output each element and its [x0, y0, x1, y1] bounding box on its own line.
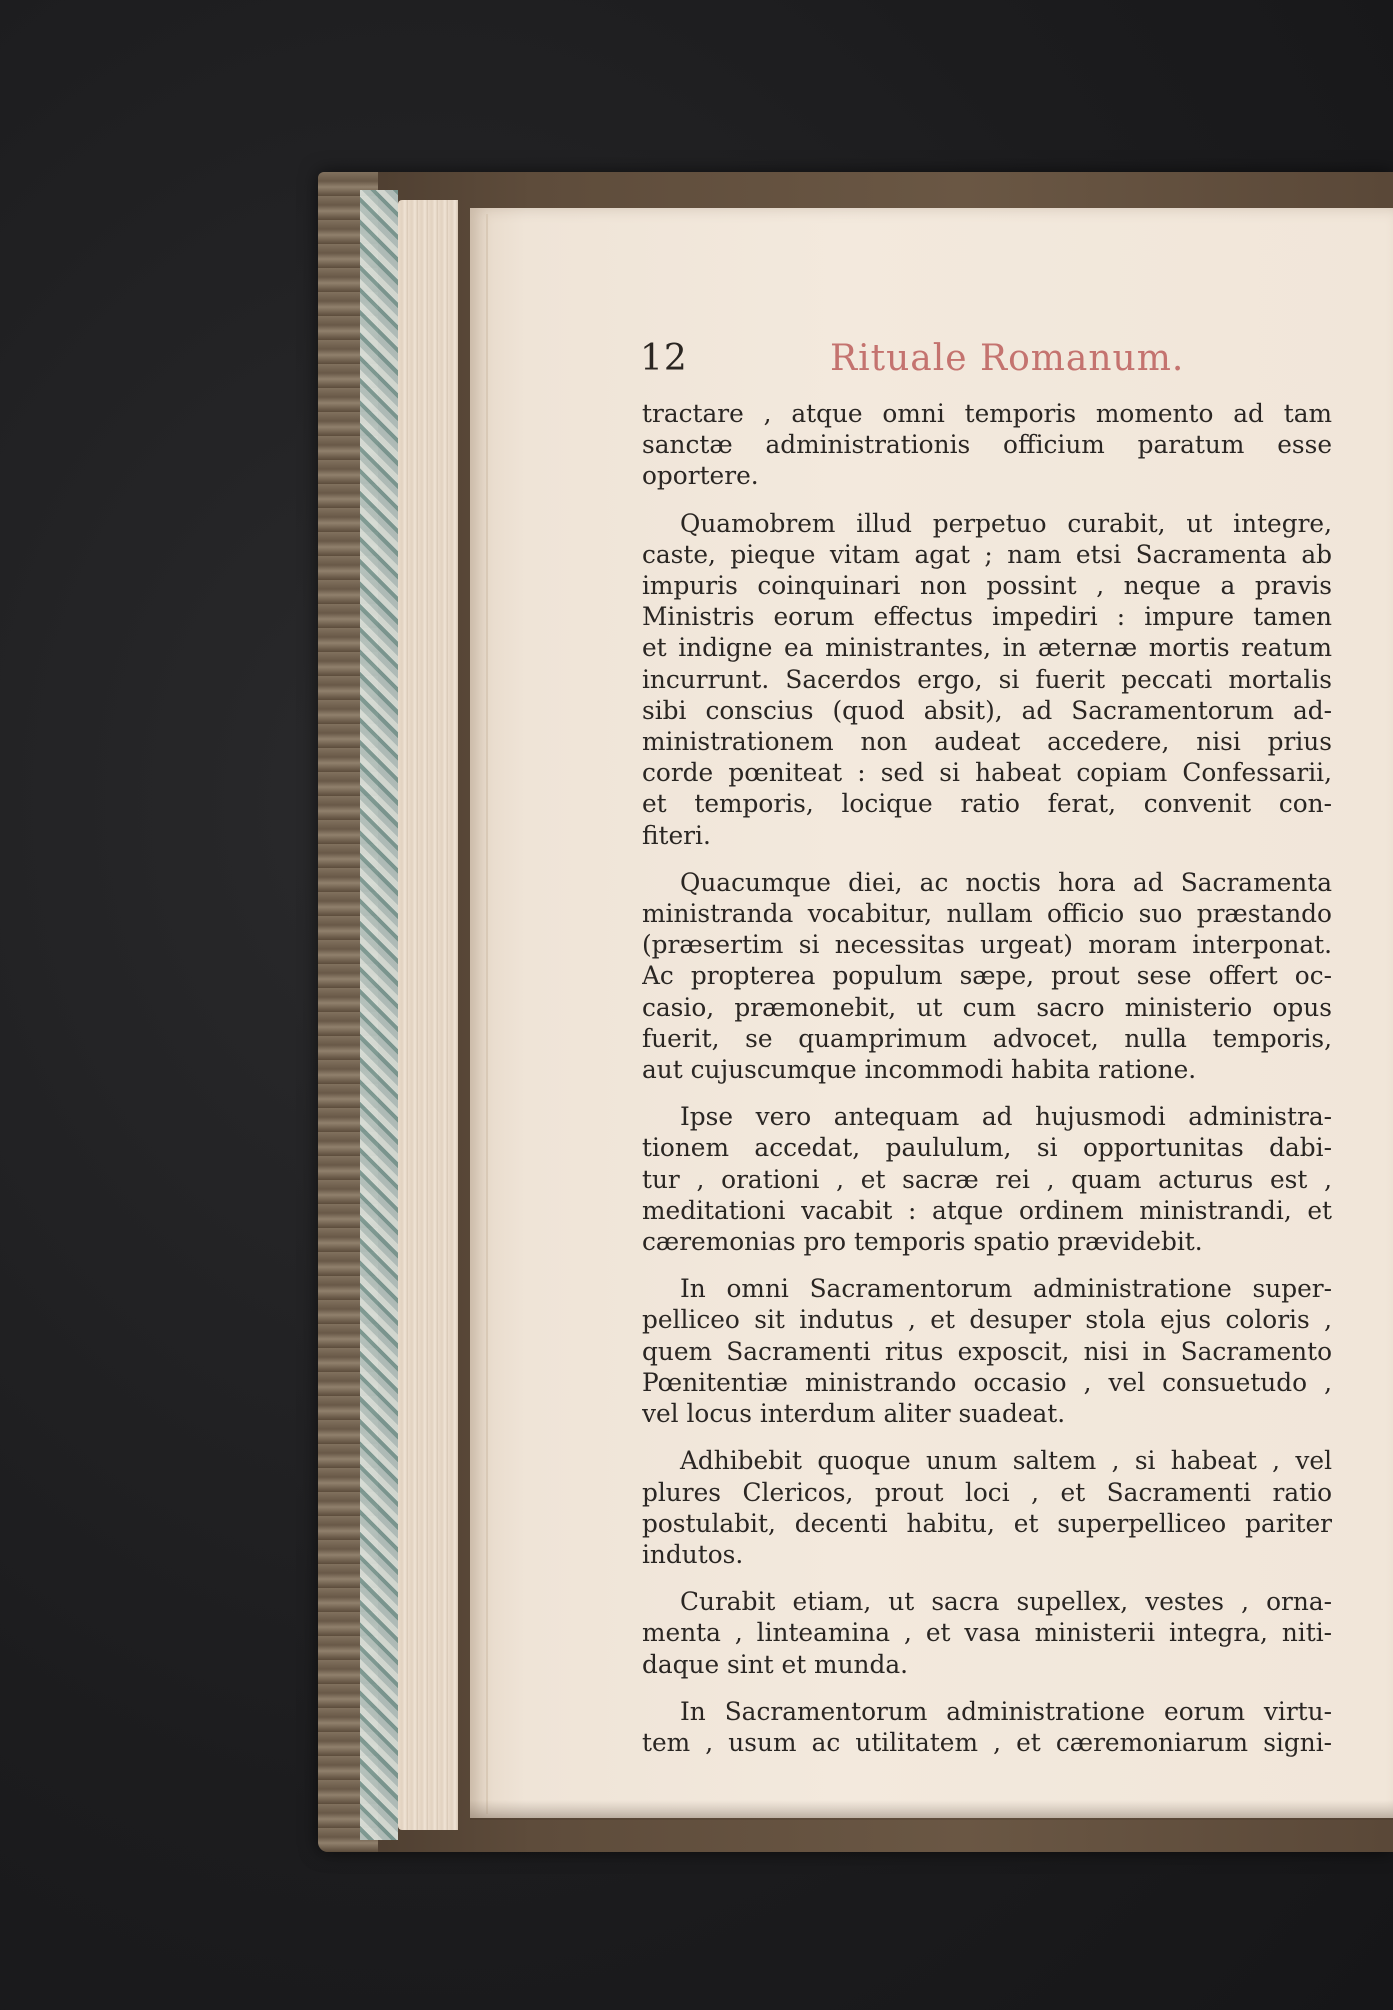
- text-line: ministrationem non audeat accedere, nisi prius: [642, 727, 1332, 757]
- text-line: Adhibebit quoque unum saltem , si habeat , vel: [680, 1446, 1332, 1476]
- text-line: postulabit, decenti habitu, et superpelliceo pariter: [642, 1508, 1332, 1538]
- text-line: Ministris eorum effectus impediri : impure tamen: [642, 602, 1332, 632]
- paragraph: [642, 1586, 1332, 1680]
- body-text: [642, 398, 1332, 1757]
- patterned-endpaper: [360, 190, 398, 1840]
- text-line: Quacumque diei, ac noctis hora ad Sacramenta: [680, 867, 1332, 897]
- text-line: corde pœniteat : sed si habeat copiam Confessarii,: [642, 758, 1332, 788]
- text-line: (præsertim si necessitas urgeat) moram interponat.: [642, 930, 1332, 960]
- running-title: Rituale Romanum.: [830, 338, 1185, 379]
- text-line: Quamobrem illud perpetuo curabit, ut integre,: [680, 508, 1332, 538]
- text-line: Ipse vero antequam ad hujusmodi administra-: [680, 1102, 1332, 1132]
- text-line: aut cujuscumque incommodi habita ratione.: [642, 1055, 1197, 1085]
- text-line: In omni Sacramentorum administratione super-: [680, 1274, 1332, 1304]
- text-line: indutos.: [642, 1539, 744, 1569]
- page-bottom-shadow: [470, 1800, 1393, 1820]
- page-edges: [398, 200, 458, 1830]
- text-line: pelliceo sit indutus , et desuper stola ejus coloris ,: [642, 1305, 1332, 1335]
- paragraph: [642, 398, 1332, 492]
- text-line: cæremonias pro temporis spatio prævidebit.: [642, 1227, 1203, 1257]
- text-line: fiteri.: [642, 820, 711, 850]
- text-line: daque sint et munda.: [642, 1649, 909, 1679]
- text-line: et temporis, locique ratio ferat, convenit con-: [642, 789, 1332, 819]
- text-line: plures Clericos, prout loci , et Sacramenti ratio: [642, 1477, 1332, 1507]
- text-line: sibi conscius (quod absit), ad Sacramentorum ad-: [642, 695, 1332, 725]
- page-gutter-line: [486, 214, 488, 1814]
- text-line: oportere.: [642, 461, 759, 491]
- text-line: Pœnitentiæ ministrando occasio , vel consuetudo ,: [642, 1367, 1332, 1397]
- text-line: menta , linteamina , et vasa ministerii integra, niti-: [642, 1618, 1332, 1648]
- paragraph: [642, 508, 1332, 851]
- text-line: tractare , atque omni temporis momento ad tam: [642, 399, 1332, 428]
- text-line: meditationi vacabit : atque ordinem ministrandi, et: [642, 1195, 1332, 1225]
- text-line: et indigne ea ministrantes, in æternæ mortis reatum: [642, 633, 1332, 663]
- text-line: caste, pieque vitam agat ; nam etsi Sacramenta ab: [642, 539, 1332, 569]
- paragraph: [642, 1696, 1332, 1758]
- paragraph: [642, 1101, 1332, 1257]
- text-line: In Sacramentorum administratione eorum virtu-: [680, 1696, 1332, 1726]
- paragraph: [642, 1445, 1332, 1570]
- running-head: [640, 338, 1393, 388]
- text-line: tionem accedat, paululum, si opportunitas dabi-: [642, 1133, 1332, 1163]
- text-line: ministranda vocabitur, nullam officio suo præstando: [642, 899, 1332, 929]
- text-line: tem , usum ac utilitatem , et cæremoniarum signi-: [642, 1727, 1332, 1757]
- page-number: 12: [640, 338, 688, 379]
- text-line: impuris coinquinari non possint , neque a pravis: [642, 571, 1332, 601]
- text-line: tur , orationi , et sacræ rei , quam acturus est ,: [642, 1164, 1332, 1194]
- text-line: vel locus interdum aliter suadeat.: [642, 1399, 1066, 1429]
- text-line: casio, præmonebit, ut cum sacro ministerio opus: [642, 992, 1332, 1022]
- text-line: Curabit etiam, ut sacra supellex, vestes , orna-: [680, 1587, 1332, 1617]
- text-line: sanctæ administrationis officium paratum esse: [642, 430, 1332, 460]
- text-line: incurrunt. Sacerdos ergo, si fuerit peccati mortalis: [642, 664, 1332, 694]
- paragraph: [642, 867, 1332, 1085]
- text-line: Ac propterea populum sæpe, prout sese offert oc-: [642, 961, 1332, 991]
- text-line: fuerit, se quamprimum advocet, nulla temporis,: [642, 1023, 1332, 1053]
- paragraph: [642, 1273, 1332, 1429]
- text-line: quem Sacramenti ritus exposcit, nisi in Sacramento: [642, 1336, 1332, 1366]
